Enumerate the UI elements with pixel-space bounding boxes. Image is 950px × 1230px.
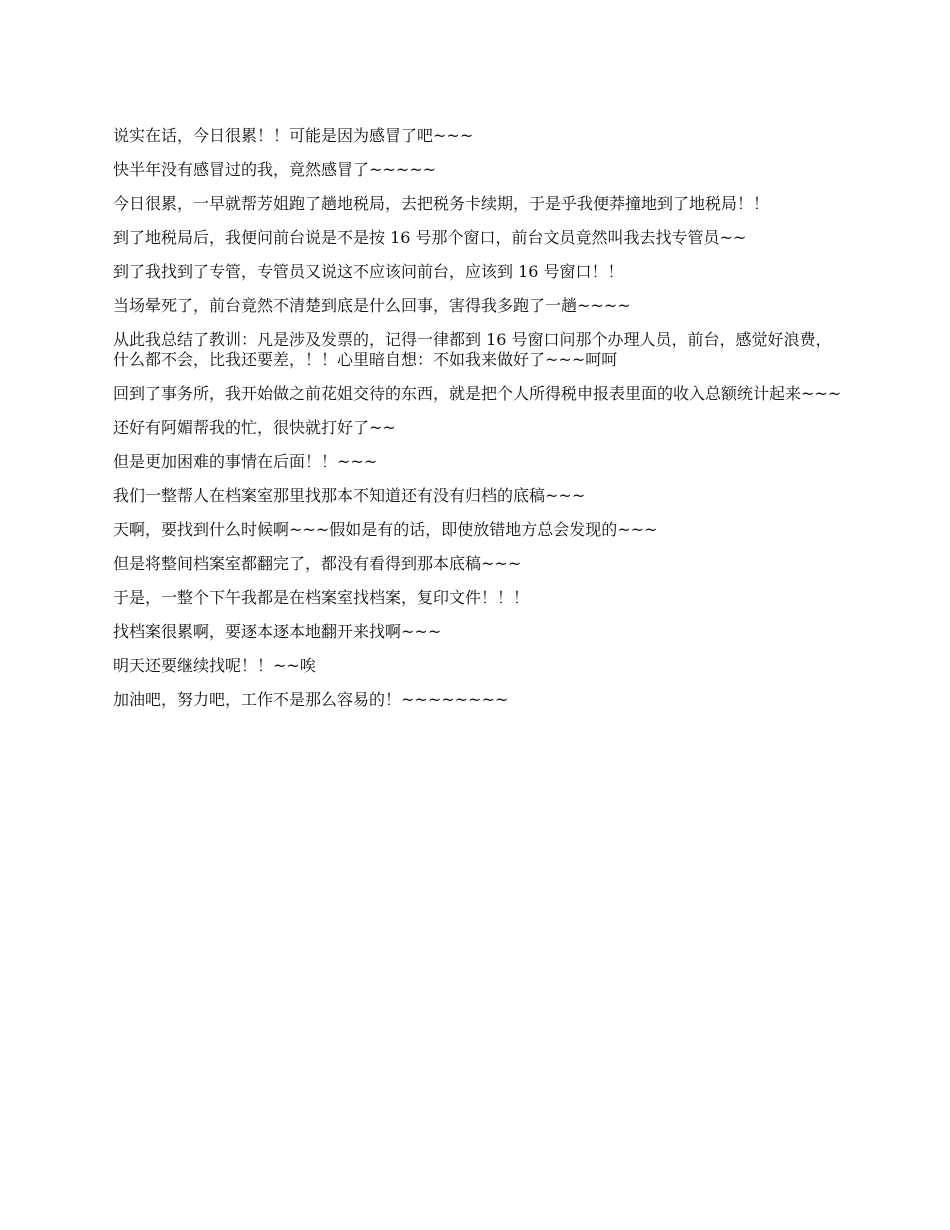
paragraph: 快半年没有感冒过的我，竟然感冒了~~~~~	[113, 160, 437, 179]
paragraph: 今日很累，一早就帮芳姐跑了趟地税局，去把税务卡续期，于是乎我便莽撞地到了地税局！！	[113, 194, 770, 213]
paragraph: 天啊，要找到什么时候啊~~~假如是有的话，即使放错地方总会发现的~~~	[113, 520, 658, 539]
paragraph: 找档案很累啊，要逐本逐本地翻开来找啊~~~	[113, 622, 442, 641]
document-body	[113, 126, 843, 724]
paragraph: 但是将整间档案室都翻完了，都没有看得到那本底稿~~~	[113, 554, 522, 573]
paragraph: 到了我找到了专管，专管员又说这不应该问前台，应该到 16 号窗口！！	[113, 262, 624, 281]
paragraph: 但是更加困难的事情在后面！！~~~	[113, 452, 378, 471]
paragraph: 说实在话，今日很累！！可能是因为感冒了吧~~~	[113, 126, 474, 145]
paragraph: 回到了事务所，我开始做之前花姐交待的东西，就是把个人所得税申报表里面的收入总额统计起来~~~	[113, 384, 842, 403]
paragraph: 于是，一整个下午我都是在档案室找档案，复印文件！！！	[113, 588, 530, 607]
paragraph: 我们一整帮人在档案室那里找那本不知道还有没有归档的底稿~~~	[113, 486, 586, 505]
paragraph: 加油吧，努力吧，工作不是那么容易的！~~~~~~~~	[113, 690, 509, 709]
paragraph: 从此我总结了教训：凡是涉及发票的，记得一律都到 16 号窗口问那个办理人员，前台，感觉好浪费，什么都不会，比我还要差，！！心里暗自想：不如我来做好了~~~呵呵	[113, 330, 832, 369]
paragraph: 明天还要继续找呢！！~~唉	[113, 656, 316, 675]
paragraph: 还好有阿媚帮我的忙，很快就打好了~~	[113, 418, 396, 437]
paragraph: 当场晕死了，前台竟然不清楚到底是什么回事，害得我多跑了一趟~~~~	[113, 296, 631, 315]
paragraph: 到了地税局后，我便问前台说是不是按 16 号那个窗口，前台文员竟然叫我去找专管员~~	[113, 228, 747, 247]
